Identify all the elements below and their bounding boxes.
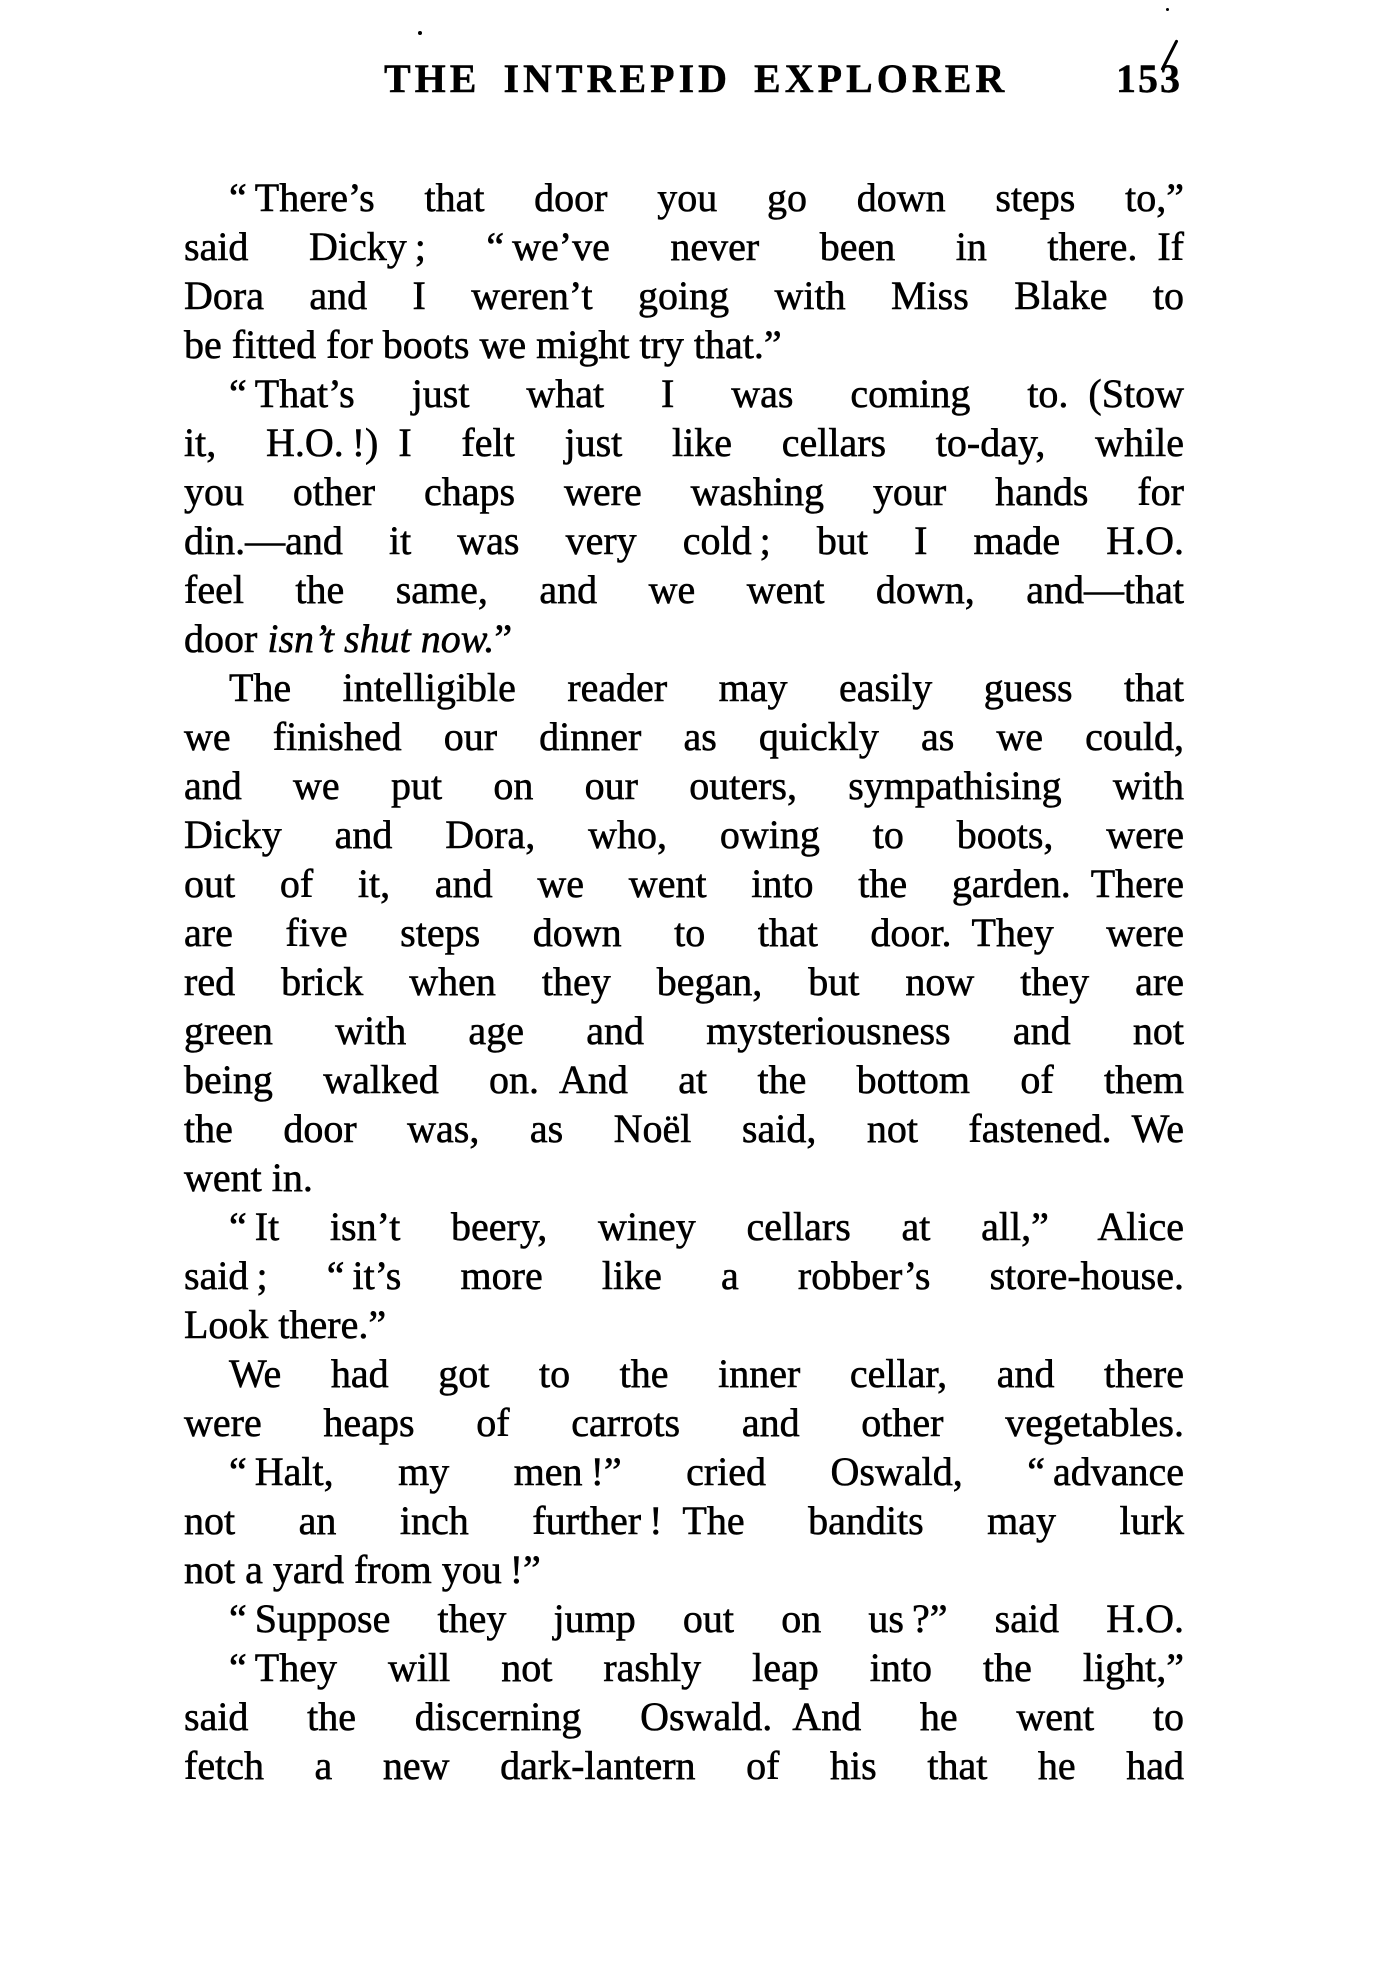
text-line: [184, 320, 1184, 369]
page-number: 153: [1116, 56, 1182, 101]
paragraph: [184, 1643, 1184, 1790]
text-segment: went in.: [184, 1155, 313, 1200]
text-segment: and we put on our outers, sympathising with: [184, 763, 1184, 808]
text-segment: said Dicky ; “ we’ve never been in there. If: [184, 224, 1184, 269]
text-line: [184, 1055, 1184, 1104]
text-line: [184, 1594, 1184, 1643]
running-header: [0, 54, 1377, 104]
text-segment: the door was, as Noël said, not fastened. We: [184, 1106, 1184, 1151]
text-line: [184, 1349, 1184, 1398]
text-segment: The intelligible reader may easily guess that: [229, 665, 1184, 710]
text-segment: said the discerning Oswald. And he went to: [184, 1694, 1184, 1739]
text-segment: “ Suppose they jump out on us ?” said H.O.: [229, 1596, 1184, 1641]
text-segment: feel the same, and we went down, and—that: [184, 567, 1184, 612]
paragraph: [184, 1594, 1184, 1643]
text-segment: door: [184, 616, 268, 661]
paragraph: [184, 173, 1184, 369]
text-segment: be fitted for boots we might try that.”: [184, 322, 782, 367]
text-segment: “ That’s just what I was coming to. (Stow: [229, 371, 1184, 416]
text-segment: being walked on. And at the bottom of them: [184, 1057, 1184, 1102]
running-title: THE INTREPID EXPLORER: [384, 56, 1009, 101]
text-segment: green with age and mysteriousness and not: [184, 1008, 1184, 1053]
text-line: [184, 1692, 1184, 1741]
text-line: [184, 222, 1184, 271]
text-segment: out of it, and we went into the garden. There: [184, 861, 1184, 906]
paragraph: [184, 1349, 1184, 1447]
paragraph: [184, 663, 1184, 1202]
text-line: [184, 1545, 1184, 1594]
text-segment: said ; “ it’s more like a robber’s store-house.: [184, 1253, 1184, 1298]
text-segment: not an inch further ! The bandits may lurk: [184, 1498, 1184, 1543]
text-segment: ”: [494, 616, 513, 661]
text-line: [184, 369, 1184, 418]
text-segment: “ It isn’t beery, winey cellars at all,” Alice: [229, 1204, 1184, 1249]
text-segment: “ They will not rashly leap into the light,”: [229, 1645, 1184, 1690]
text-line: [184, 565, 1184, 614]
text-segment: red brick when they began, but now they are: [184, 959, 1184, 1004]
text-segment: “ There’s that door you go down steps to,”: [229, 175, 1184, 220]
paragraph: [184, 1202, 1184, 1349]
text-line: [184, 1496, 1184, 1545]
text-segment: Dora and I weren’t going with Miss Blake to: [184, 273, 1184, 318]
text-line: [184, 859, 1184, 908]
text-line: [184, 271, 1184, 320]
text-segment: not a yard from you !”: [184, 1547, 541, 1592]
text-line: [184, 712, 1184, 761]
text-line: [184, 1153, 1184, 1202]
text-line: [184, 810, 1184, 859]
text-line: [184, 1104, 1184, 1153]
paragraph: [184, 1447, 1184, 1594]
text-line: [184, 614, 1184, 663]
text-line: [184, 1006, 1184, 1055]
text-segment: We had got to the inner cellar, and there: [229, 1351, 1184, 1396]
paragraph: [184, 369, 1184, 663]
text-line: [184, 957, 1184, 1006]
text-line: [184, 1300, 1184, 1349]
text-segment: “ Halt, my men !” cried Oswald, “ advance: [229, 1449, 1184, 1494]
text-segment: Dicky and Dora, who, owing to boots, were: [184, 812, 1184, 857]
italic-text: isn’t shut now.: [267, 616, 495, 661]
text-segment: Look there.”: [184, 1302, 387, 1347]
text-line: [184, 1643, 1184, 1692]
text-line: [184, 1202, 1184, 1251]
text-line: [184, 908, 1184, 957]
text-segment: din.—and it was very cold ; but I made H.O.: [184, 518, 1184, 563]
scan-speck: [418, 31, 422, 35]
text-line: [184, 418, 1184, 467]
text-segment: were heaps of carrots and other vegetables.: [184, 1400, 1184, 1445]
text-segment: you other chaps were washing your hands for: [184, 469, 1184, 514]
text-line: [184, 173, 1184, 222]
text-segment: it, H.O. !) I felt just like cellars to-day, while: [184, 420, 1184, 465]
text-segment: fetch a new dark-lantern of his that he had: [184, 1743, 1184, 1788]
text-line: [184, 1447, 1184, 1496]
text-segment: are five steps down to that door. They were: [184, 910, 1184, 955]
text-line: [184, 467, 1184, 516]
text-line: [184, 761, 1184, 810]
page-text: [184, 173, 1184, 1790]
text-line: [184, 1741, 1184, 1790]
scan-speck: [1166, 8, 1169, 11]
text-line: [184, 516, 1184, 565]
text-segment: we finished our dinner as quickly as we could,: [184, 714, 1184, 759]
text-line: [184, 1251, 1184, 1300]
text-line: [184, 663, 1184, 712]
text-line: [184, 1398, 1184, 1447]
